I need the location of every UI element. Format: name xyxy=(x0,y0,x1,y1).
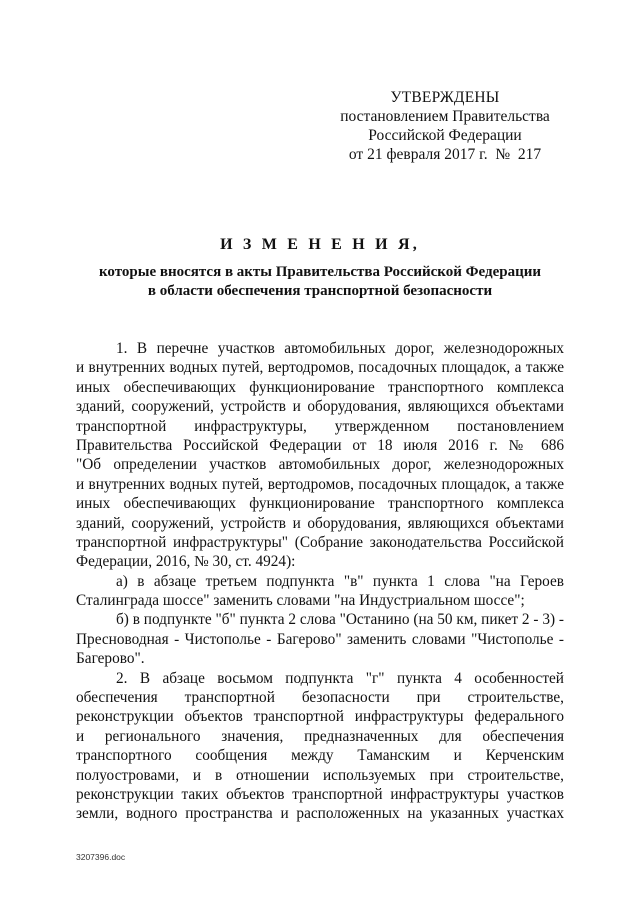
approval-title: УТВЕРЖДЕНЫ xyxy=(390,89,500,106)
body-line: "Об определении участков автомобильных дорог, железнодорожных xyxy=(76,456,564,474)
body-line: транспортного сообщения между Таманским и Керченским xyxy=(76,747,564,765)
body-line: иных обеспечивающих функционирование транспортного комплекса xyxy=(76,378,564,396)
approval-date-number: от 21 февраля 2017 г. № 217 xyxy=(348,146,542,163)
approval-line-2: Российской Федерации xyxy=(368,127,522,144)
body-line: реконструкции таких объектов транспортной инфраструктуры участков xyxy=(76,785,564,803)
approval-line-1: постановлением Правительства xyxy=(340,108,550,125)
body-line: транспортной инфраструктуры, утвержденном постановлением xyxy=(76,417,564,435)
subtitle-line-2: в области обеспечения транспортной безопасности xyxy=(147,283,493,299)
body-line: земли, водного пространства и расположенных на указанных участках xyxy=(76,805,564,823)
body-line: зданий, сооружений, устройств и оборудования, являющихся объектами xyxy=(76,398,564,416)
body-line: 1. В перечне участков автомобильных дорог, железнодорожных xyxy=(116,340,564,357)
body-line: Пресноводная - Чистополье - Багерово" заменить словами "Чистополье - xyxy=(76,630,564,648)
body-line: Правительства Российской Федерации от 18 июля 2016 г. № 686 xyxy=(76,436,564,454)
file-name-footer: 3207396.doc xyxy=(76,852,126,862)
body-line: и внутренних водных путей, вертодромов, посадочных площадок, а также xyxy=(76,475,564,493)
body-line: б) в подпункте "б" пункта 2 слова "Останино (на 50 км, пикет 2 - 3) - xyxy=(116,611,564,629)
subtitle-line-1: которые вносятся в акты Правительства Российской Федерации xyxy=(98,264,542,280)
body-line: и внутренних водных путей, вертодромов, посадочных площадок, а также xyxy=(76,359,564,377)
document-subtitle xyxy=(0,263,640,301)
body-line: Федерации, 2016, № 30, ст. 4924): xyxy=(76,553,296,571)
approval-block xyxy=(300,88,590,164)
document-body xyxy=(76,339,564,824)
body-line: Багерово". xyxy=(76,650,145,668)
body-line: Сталинграда шоссе" заменить словами "на Индустриальном шоссе"; xyxy=(76,592,525,610)
body-line: полуостровами, и в отношении используемых при строительстве, xyxy=(76,766,564,784)
body-line: зданий, сооружений, устройств и оборудования, являющихся объектами xyxy=(76,514,564,532)
body-line: иных обеспечивающих функционирование транспортного комплекса xyxy=(76,495,564,513)
body-line: а) в абзаце третьем подпункта "в" пункта 1 слова "на Героев xyxy=(116,572,564,590)
body-line: транспортной инфраструктуры" (Собрание законодательства Российской xyxy=(76,533,564,551)
body-line: реконструкции объектов транспортной инфраструктуры федерального xyxy=(76,708,564,726)
body-line: обеспечения транспортной безопасности при строительстве, xyxy=(76,689,564,707)
body-line: и регионального значения, предназначенных для обеспечения xyxy=(76,727,564,745)
body-line: 2. В абзаце восьмом подпункта "г" пункта 4 особенностей xyxy=(116,669,564,687)
document-title: И З М Е Н Е Н И Я, xyxy=(220,236,420,253)
